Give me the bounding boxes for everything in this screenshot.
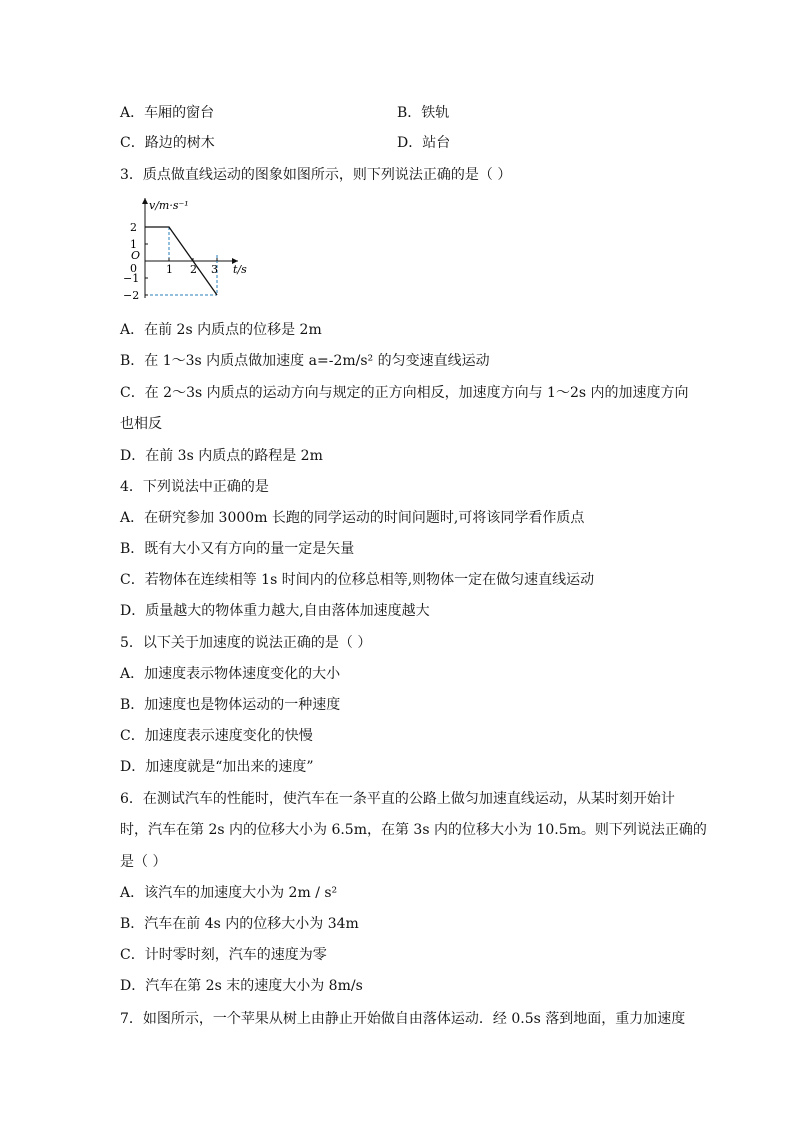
q4-option-c: C．若物体在连续相等 1s 时间内的位移总相等,则物体一定在做匀速直线运动 [120, 572, 595, 588]
q2-option-c: C．路边的树木 [120, 135, 215, 151]
y-tick-label: 2 [130, 221, 137, 234]
x-axis-label: t/s [233, 263, 247, 276]
x-tick-label: 2 [190, 263, 197, 276]
q4-option-b: B．既有大小又有方向的量一定是矢量 [120, 541, 355, 557]
y-tick-label: 1 [130, 238, 137, 251]
q5-option-d: D．加速度就是“加出来的速度” [120, 759, 314, 775]
q6-stem-line1: 6．在测试汽车的性能时，使汽车在一条平直的公路上做匀加速直线运动，从某时刻开始计 [120, 791, 675, 807]
y-tick-label: −1 [123, 272, 140, 285]
q3-option-d: D．在前 3s 内质点的路程是 2m [120, 448, 323, 464]
q4-stem: 4．下列说法中正确的是 [120, 479, 269, 495]
q6-stem-line3: 是（ ） [120, 854, 167, 870]
x-tick-label: 1 [166, 263, 173, 276]
q2-option-b: B．铁轨 [397, 105, 450, 121]
q5-option-a: A．加速度表示物体速度变化的大小 [120, 666, 341, 682]
q4-option-d: D．质量越大的物体重力越大,自由落体加速度越大 [120, 603, 430, 619]
q3-option-c-line2: 也相反 [120, 416, 162, 432]
q6-option-c: C．计时零时刻，汽车的速度为零 [120, 947, 327, 963]
y-tick-label: 0 [130, 262, 137, 275]
q5-option-b: B．加速度也是物体运动的一种速度 [120, 697, 341, 713]
q5-option-c: C．加速度表示速度变化的快慢 [120, 728, 313, 744]
q6-option-a: A．该汽车的加速度大小为 2m / s² [120, 885, 338, 901]
origin-label: O [131, 249, 141, 262]
q4-option-a: A．在研究参加 3000m 长跑的同学运动的时间问题时,可将该同学看作质点 [120, 510, 585, 526]
y-tick-label: −2 [123, 289, 140, 302]
q6-option-d: D．汽车在第 2s 末的速度大小为 8m/s [120, 978, 363, 994]
q5-stem: 5．以下关于加速度的说法正确的是（ ） [120, 635, 372, 651]
q3-option-a: A．在前 2s 内质点的位移是 2m [120, 322, 322, 338]
q6-stem-line2: 时，汽车在第 2s 内的位移大小为 6.5m，在第 3s 内的位移大小为 10.5m。则下列说法正确的 [120, 822, 707, 838]
q3-stem: 3．质点做直线运动的图象如图所示，则下列说法正确的是（ ） [120, 167, 512, 183]
q3-option-c-line1: C．在 2～3s 内质点的运动方向与规定的正方向相反，加速度方向与 1～2s 内的加速度方向 [120, 385, 689, 401]
y-axis-label: v/m·s⁻¹ [149, 199, 189, 212]
x-tick-label: 3 [211, 263, 218, 276]
q2-option-d: D．站台 [397, 135, 451, 151]
velocity-time-graph [120, 194, 270, 306]
q3-option-b: B．在 1～3s 内质点做加速度 a=-2m/s² 的匀变速直线运动 [120, 353, 490, 369]
q7-stem: 7．如图所示，一个苹果从树上由静止开始做自由落体运动．经 0.5s 落到地面，重力加速度 [120, 1011, 686, 1027]
q2-option-a: A．车厢的窗台 [120, 105, 215, 121]
q6-option-b: B．汽车在前 4s 内的位移大小为 34m [120, 916, 359, 932]
